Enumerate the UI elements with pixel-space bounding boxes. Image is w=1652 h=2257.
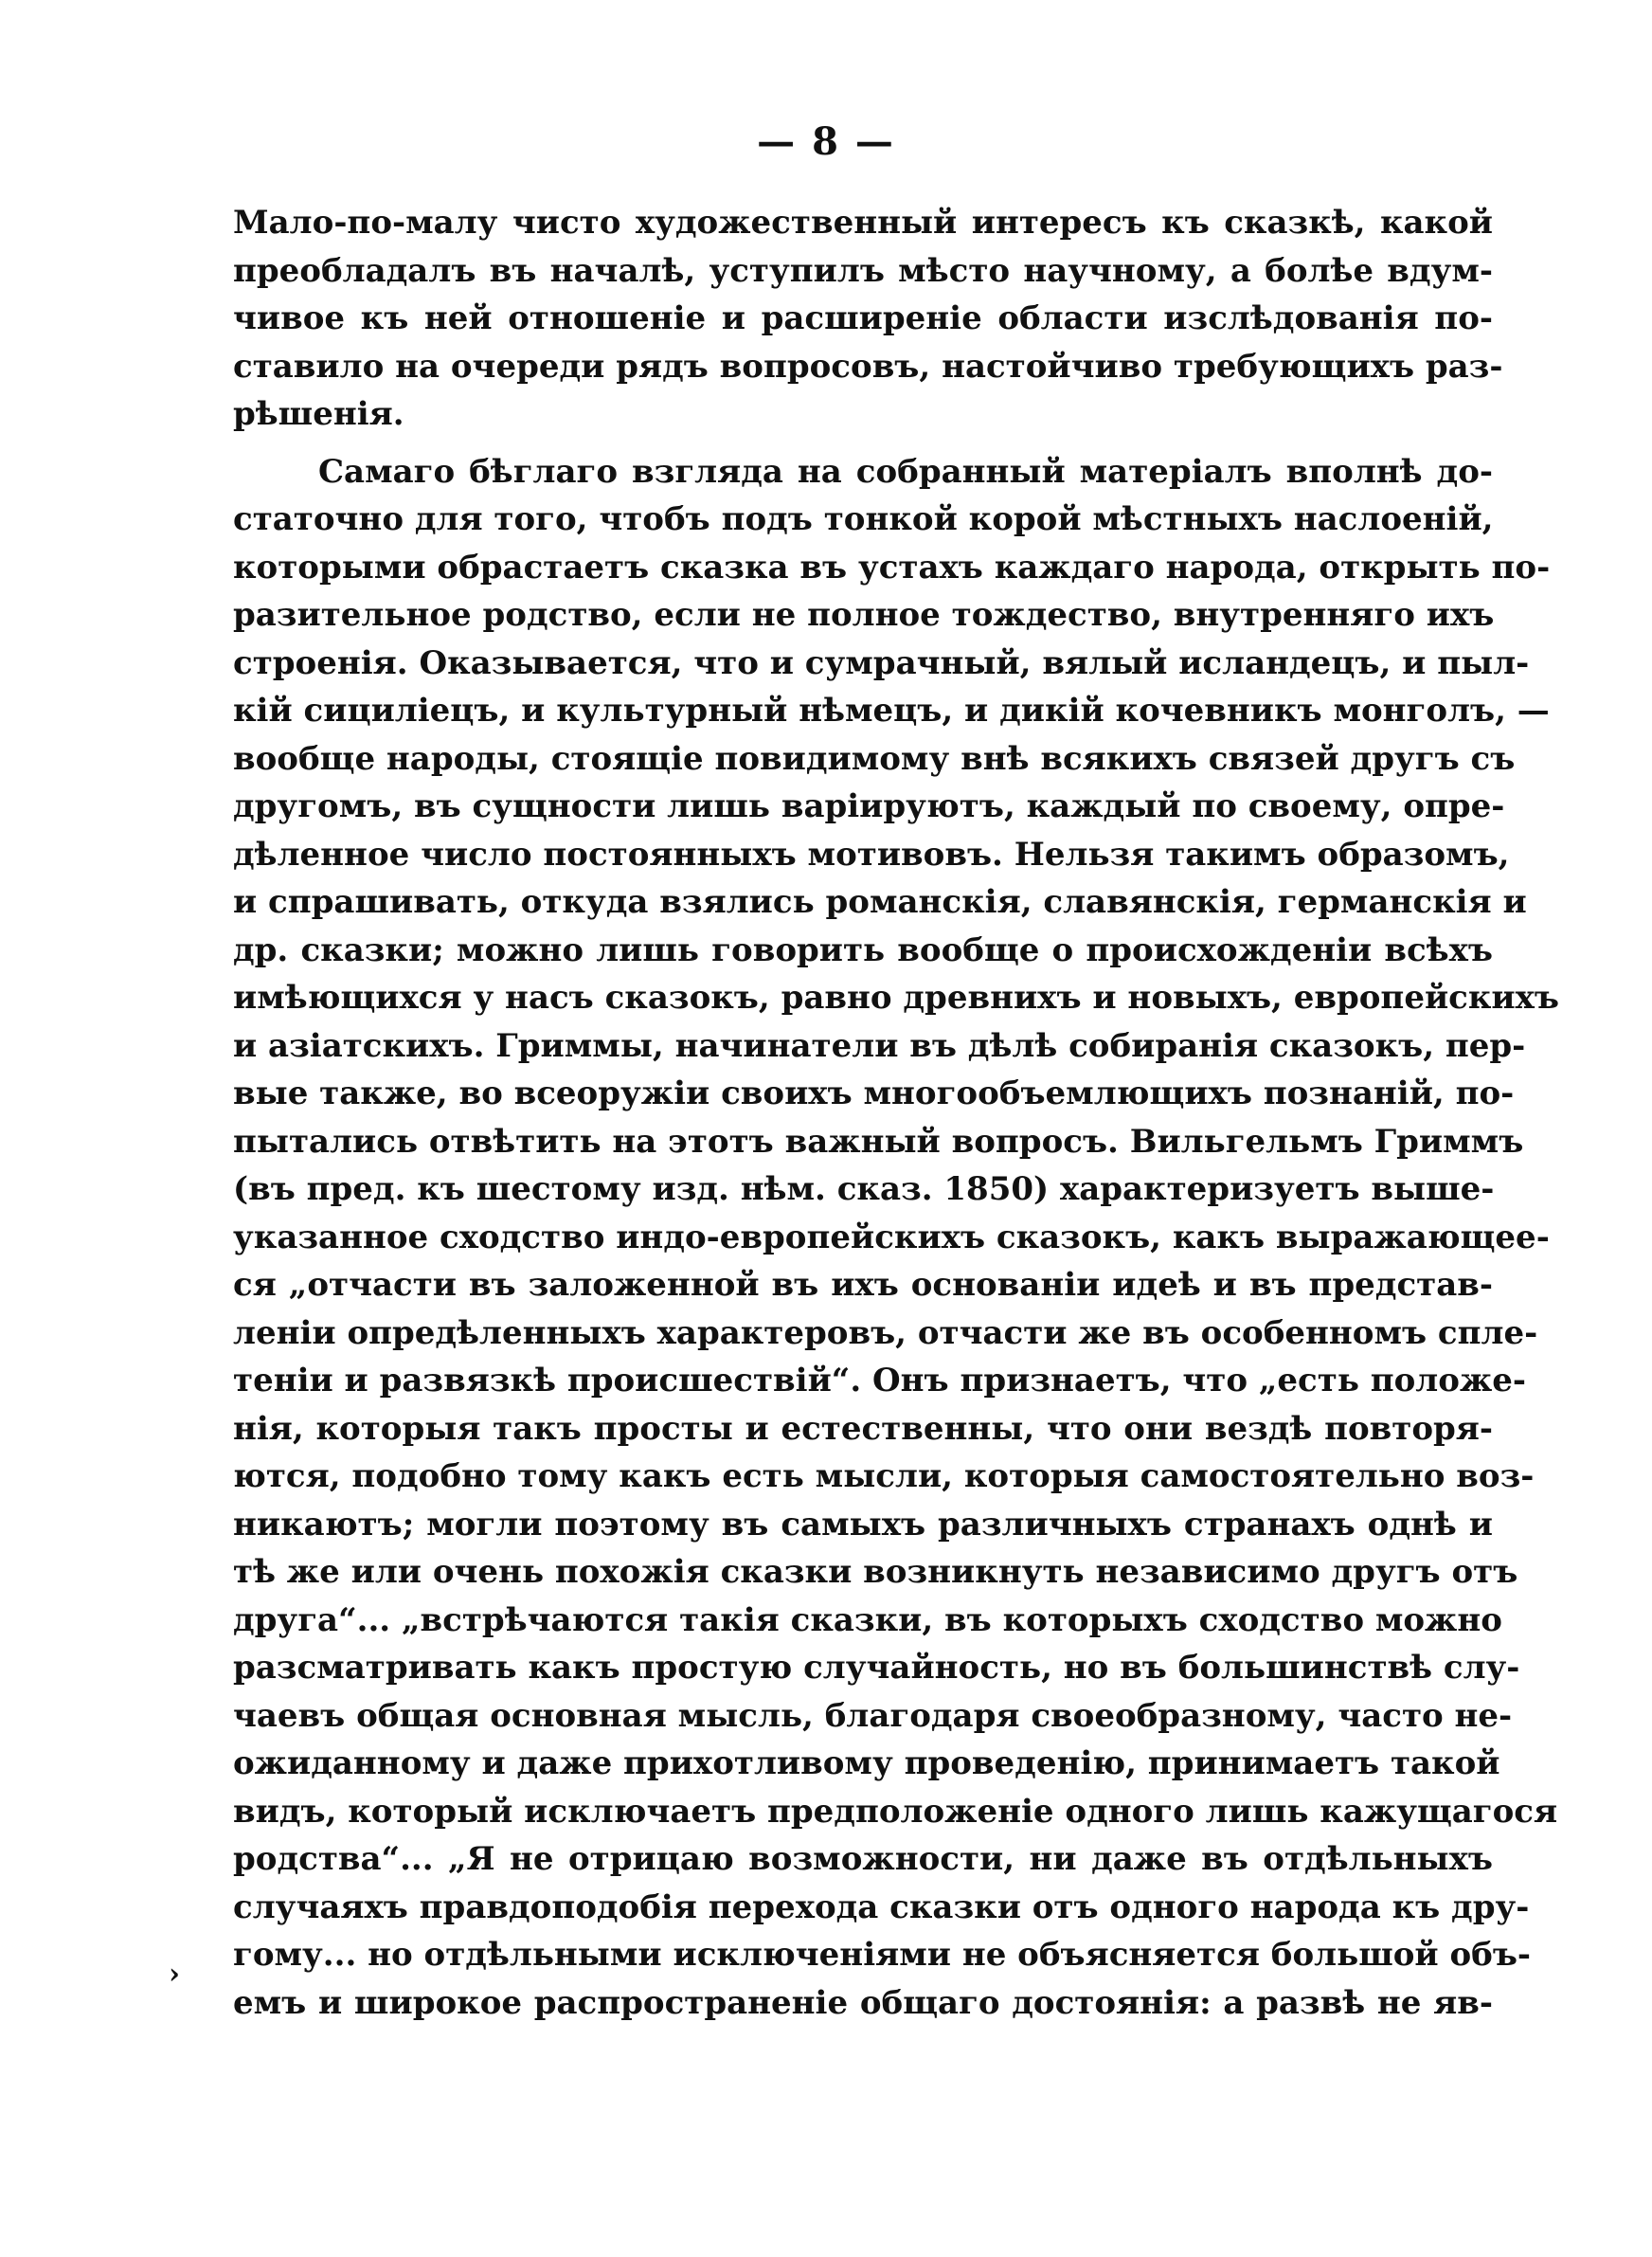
text-line: ставило на очереди рядъ вопросовъ, настойчиво требующихъ раз- (233, 347, 1503, 386)
text-line: тѣ же или очень похожія сказки возникнуть независимо другъ отъ (233, 1553, 1518, 1591)
text-line: леніи опредѣленныхъ характеровъ, отчасти же въ особенномъ спле- (233, 1313, 1538, 1352)
text-line: статочно для того, чтобъ подъ тонкой корой мѣстныхъ наслоеній, (233, 500, 1494, 538)
text-line: которыми обрастаетъ сказка въ устахъ каждаго народа, открыть по- (233, 548, 1551, 587)
text-line: чаевъ общая основная мысль, благодаря своеобразному, часто не- (233, 1696, 1513, 1735)
text-line: другомъ, въ сущности лишь варіируютъ, каждый по своему, опре- (233, 787, 1505, 825)
text-line: рѣшенія. (233, 395, 404, 433)
stray-ink-mark: › (169, 1958, 180, 1991)
text-line: ются, подобно тому какъ есть мысли, которыя самостоятельно воз- (233, 1457, 1535, 1495)
body-text (233, 199, 1559, 2027)
text-line: указанное сходство индо-европейскихъ сказокъ, какъ выражающее- (233, 1218, 1550, 1256)
text-line: емъ и широкое распространеніе общаго достоянія: а развѣ не яв- (233, 1983, 1493, 2022)
text-line: имѣющихся у насъ сказокъ, равно древнихъ и новыхъ, европейскихъ (233, 979, 1559, 1017)
text-line: родства“... „Я не отрицаю возможности, ни даже въ отдѣльныхъ (233, 1840, 1493, 1878)
text-line: вые также, во всеоружіи своихъ многообъемлющихъ познаній, по- (233, 1074, 1515, 1112)
text-line: видъ, который исключаетъ предположеніе одного лишь кажущагося (233, 1792, 1558, 1831)
text-line: и спрашивать, откуда взялись романскія, славянскія, германскія и (233, 883, 1527, 921)
text-line: ожиданному и даже прихотливому проведенію, принимаетъ такой (233, 1744, 1500, 1782)
text-line: (въ пред. къ шестому изд. нѣм. сказ. 1850) характеризуетъ выше- (233, 1170, 1495, 1208)
text-line: вообще народы, стоящіе повидимому внѣ всякихъ связей другъ съ (233, 739, 1516, 778)
text-line: случаяхъ правдоподобія перехода сказки отъ одного народа къ дру- (233, 1887, 1530, 1926)
text-line: разсматривать какъ простую случайность, но въ большинствѣ слу- (233, 1649, 1520, 1687)
page-number: — 8 — (757, 119, 895, 164)
text-line: Самаго бѣглаго взгляда на собранный матеріалъ вполнѣ до- (318, 452, 1493, 491)
text-line: чивое къ ней отношеніе и расширеніе области изслѣдованія по- (233, 299, 1493, 337)
text-line: Мало-по-малу чисто художественный интересъ къ сказкѣ, какой (233, 204, 1493, 242)
text-line: теніи и развязкѣ происшествій“. Онъ признаетъ, что „есть положе- (233, 1362, 1527, 1399)
text-line: строенія. Оказывается, что и сумрачный, вялый исландецъ, и пыл- (233, 643, 1530, 682)
text-line: дѣленное число постоянныхъ мотивовъ. Нельзя такимъ образомъ, (233, 835, 1510, 874)
text-line: и азіатскихъ. Гриммы, начинатели въ дѣлѣ собиранія сказокъ, пер- (233, 1026, 1526, 1065)
text-line: гому... но отдѣльными исключеніями не объясняется большой объ- (233, 1936, 1532, 1974)
text-line: др. сказки; можно лишь говорить вообще о происхожденіи всѣхъ (233, 930, 1493, 969)
paragraph-1 (233, 199, 1503, 439)
text-line: друга“... „встрѣчаются такія сказки, въ которыхъ сходство можно (233, 1600, 1502, 1639)
text-line: пытались отвѣтить на этотъ важный вопросъ. Вильгельмъ Гриммъ (233, 1122, 1524, 1161)
text-line: нія, которыя такъ просты и естественны, что они вездѣ повторя- (233, 1409, 1493, 1448)
text-line: преобладалъ въ началѣ, уступилъ мѣсто научному, а болѣе вдум- (233, 251, 1493, 290)
text-line: никаютъ; могли поэтому въ самыхъ различныхъ странахъ однѣ и (233, 1505, 1493, 1544)
text-line: кій сициліецъ, и культурный нѣмецъ, и дикій кочевникъ монголъ, — (233, 692, 1550, 730)
paragraph-gap (233, 439, 1493, 448)
paragraph-2 (233, 448, 1559, 2028)
text-line: ся „отчасти въ заложенной въ ихъ основаніи идеѣ и въ представ- (233, 1266, 1493, 1304)
text-line: разительное родство, если не полное тождество, внутренняго ихъ (233, 596, 1495, 634)
